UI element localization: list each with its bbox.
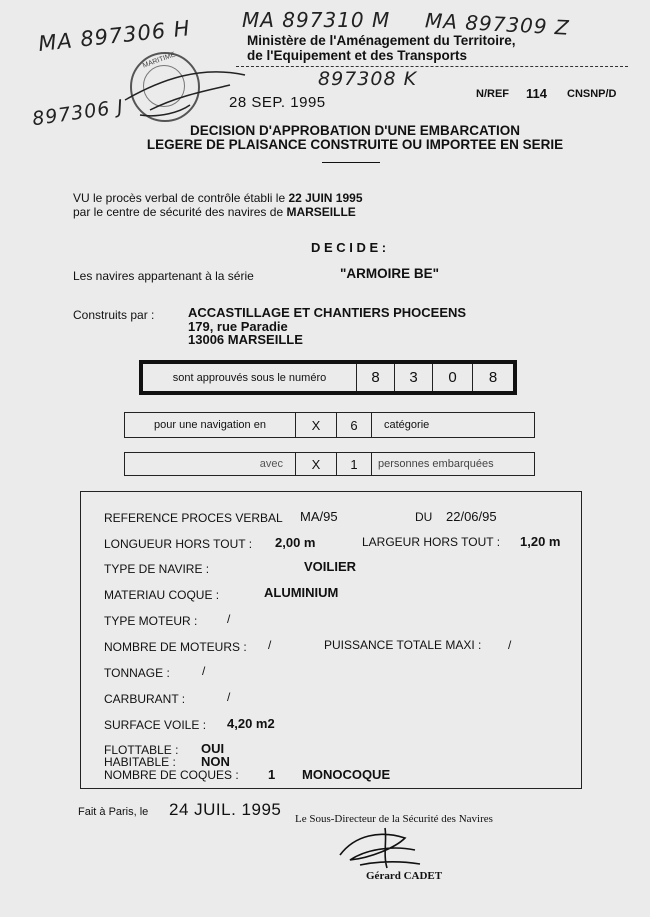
ref-number: 114: [526, 86, 547, 101]
vu-line-2-text: par le centre de sécurité des navires de: [73, 205, 287, 219]
approval-number-box: [139, 360, 517, 395]
type-navire-label: TYPE DE NAVIRE :: [104, 562, 210, 576]
du-label: DU: [415, 510, 433, 524]
longueur-label: LONGUEUR HORS TOUT :: [104, 537, 253, 551]
persons-label: avec: [125, 453, 296, 475]
handwritten-ref-top-mid: MA 897310 M: [242, 8, 391, 32]
ministry-line-1: Ministère de l'Aménagement du Territoire,: [247, 33, 516, 48]
persons-mark: X: [296, 453, 337, 475]
nb-moteurs-label: NOMBRE DE MOTEURS :: [104, 640, 247, 654]
vu-city: MARSEILLE: [286, 205, 356, 219]
habitable-label: HABITABLE :: [104, 755, 176, 769]
serie-label: Les navires appartenant à la série: [73, 269, 254, 283]
approval-label: sont approuvés sous le numéro: [143, 364, 357, 391]
materiau-label: MATERIAU COQUE :: [104, 588, 220, 602]
type-navire-value: VOILIER: [304, 559, 357, 574]
type-moteur-label: TYPE MOTEUR :: [104, 614, 198, 628]
surface-label: SURFACE VOILE :: [104, 718, 207, 732]
habitable-value: NON: [201, 754, 230, 769]
materiau-value: ALUMINIUM: [264, 585, 339, 600]
builder-label: Construits par :: [73, 308, 155, 322]
largeur-value: 1,20 m: [520, 534, 561, 549]
vu-line-1-text: VU le procès verbal de contrôle établi le: [73, 191, 289, 205]
approval-digit-4: 8: [488, 369, 498, 386]
approval-digit-1: 8: [357, 364, 395, 391]
ministry-name: [247, 33, 516, 63]
carburant-value: /: [227, 690, 231, 704]
persons-suffix: personnes embarquées: [378, 458, 494, 470]
navigation-suffix: catégorie: [384, 419, 430, 431]
navigation-mark: X: [296, 413, 337, 437]
approval-digit-3: 0: [433, 364, 473, 391]
signer-name: Gérard CADET: [366, 870, 443, 882]
tonnage-label: TONNAGE :: [104, 666, 170, 680]
title-line-1: DECISION D'APPROBATION D'UNE EMBARCATION: [190, 123, 520, 138]
ref-pv-label: REFERENCE PROCES VERBAL: [104, 511, 283, 525]
coques-type: MONOCOQUE: [302, 767, 391, 782]
builder-block: [188, 306, 466, 347]
coques-label: NOMBRE DE COQUES :: [104, 768, 239, 782]
ref-label: N/REF: [476, 88, 509, 100]
official-seal-text: MARITIME: [141, 51, 177, 70]
du-value: 22/06/95: [446, 509, 497, 524]
tonnage-value: /: [202, 664, 206, 678]
flottable-label: FLOTTABLE :: [104, 743, 179, 757]
vu-date: 22 JUIN 1995: [288, 191, 363, 205]
surface-value: 4,20 m2: [227, 716, 275, 731]
flottable-value: OUI: [201, 741, 225, 756]
fait-a-label: Fait à Paris, le: [78, 806, 149, 818]
navigation-category: 6: [337, 413, 372, 437]
handwritten-ref-mid-right: 897308 K: [318, 68, 418, 90]
ministry-line-2: de l'Equipement et des Transports: [247, 48, 468, 63]
signer-title: Le Sous-Directeur de la Sécurité des Navires: [295, 813, 493, 825]
handwritten-signature: [335, 820, 425, 870]
seal-scribble: [120, 60, 250, 120]
handwritten-ref-top-left: MA 897306 H: [37, 16, 192, 56]
persons-box: [124, 452, 535, 476]
largeur-label: LARGEUR HORS TOUT :: [362, 535, 501, 549]
approval-digit-2: 3: [395, 364, 433, 391]
builder-name: ACCASTILLAGE ET CHANTIERS PHOCEENS: [188, 305, 467, 320]
document-title: [120, 124, 590, 152]
date-stamp: 28 SEP. 1995: [229, 94, 326, 111]
builder-city: 13006 MARSEILLE: [188, 332, 303, 347]
carburant-label: CARBURANT :: [104, 692, 186, 706]
signature-date: 24 JUIL. 1995: [169, 800, 282, 819]
title-line-2: LEGERE DE PLAISANCE CONSTRUITE OU IMPORTEE EN SERIE: [146, 137, 564, 152]
ref-code: CNSNP/D: [567, 88, 617, 100]
longueur-value: 2,00 m: [275, 535, 316, 550]
vu-line-2: [73, 205, 356, 219]
handwritten-ref-top-right: MA 897309 Z: [424, 8, 571, 40]
coques-value: 1: [268, 767, 276, 782]
navigation-label: pour une navigation en: [125, 413, 296, 437]
handwritten-ref-left-margin: 897306 J: [30, 95, 126, 131]
puissance-value: /: [508, 638, 512, 652]
nb-moteurs-value: /: [268, 638, 272, 652]
decide-heading: D E C I D E :: [311, 240, 387, 255]
type-moteur-value: /: [227, 612, 231, 626]
builder-street: 179, rue Paradie: [188, 318, 288, 334]
header-divider: [236, 66, 628, 67]
title-rule: [322, 162, 380, 163]
ref-pv-value: MA/95: [300, 509, 338, 524]
navigation-box: [124, 412, 535, 438]
serie-value: "ARMOIRE BE": [340, 266, 440, 281]
vu-line-1: [73, 191, 363, 205]
persons-count: 1: [337, 453, 372, 475]
puissance-label: PUISSANCE TOTALE MAXI :: [324, 638, 482, 652]
